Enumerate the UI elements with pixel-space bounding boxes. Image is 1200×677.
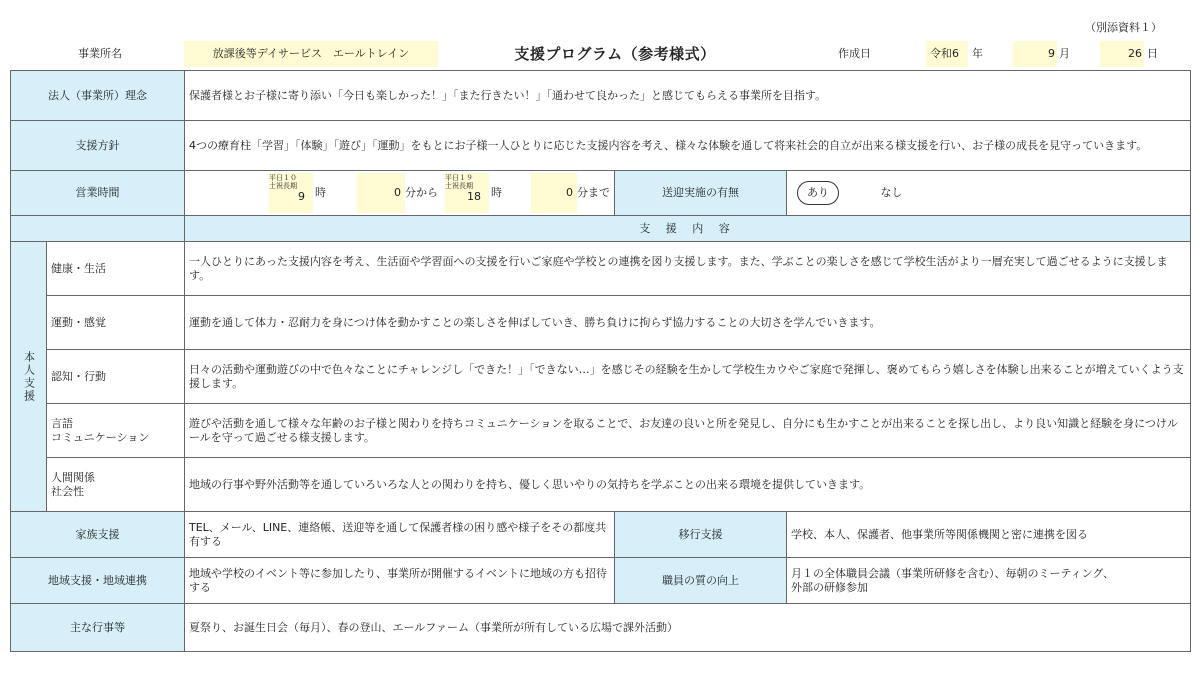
date-era: 令和6	[926, 41, 968, 67]
community-staff-row	[11, 558, 1191, 604]
motor-sense-label: 運動・感覚	[47, 296, 185, 350]
language-communication-text: 遊びや活動を通して様々な年齢のお子様と関わりを持ちコミュニケーションを取ることで、お友達の良いと所を発見し、自分にも生かすことが出来ることを探し出し、より良い知識と経験を身につけルールを守って過ごせる様支援します。	[185, 404, 1191, 458]
hours-cell	[185, 171, 615, 216]
staff-quality-text: 月１の全体職員会議（事業所研修を含む）、毎朝のミーティング、 外部の研修参加	[787, 558, 1191, 604]
self-support-row-3	[11, 350, 1191, 404]
content-header-blank	[11, 216, 185, 242]
family-support-label: 家族支援	[11, 512, 185, 558]
start-minute: 0	[357, 173, 405, 213]
end-hour-box	[445, 173, 489, 213]
end-hour-unit: 時	[491, 186, 502, 199]
date-year-unit: 年	[972, 47, 983, 60]
start-note-weekday: 平日１０	[269, 174, 297, 182]
office-label: 事業所名	[78, 47, 122, 60]
transition-support-label: 移行支援	[615, 512, 787, 558]
cognition-behavior-text: 日々の活動や運動遊びの中で色々なことにチャレンジし「できた！」「できない…」を感じその経験を生かして学校生カウやご家庭で発揮し、褒めてもらう嬉しさを体験し出来ることが増えていくよう支援します。	[185, 350, 1191, 404]
family-support-text: TEL、メール、LINE、連絡帳、送迎等を通して保護者様の困り感や様子をその都度共有する	[185, 512, 615, 558]
attachment-note: （別添資料１）	[1085, 21, 1162, 34]
events-row	[11, 604, 1191, 652]
relationships-social-label: 人間関係 社会性	[47, 458, 185, 512]
support-program-table	[10, 70, 1191, 652]
staff-quality-label: 職員の質の向上	[615, 558, 787, 604]
events-label: 主な行事等	[11, 604, 185, 652]
date-month: 9	[1013, 41, 1057, 67]
self-support-row-5	[11, 458, 1191, 512]
hours-label: 営業時間	[11, 171, 185, 216]
community-support-label: 地域支援・地域連携	[11, 558, 185, 604]
start-note-holiday: 土祝長期	[269, 182, 297, 190]
self-support-row-1	[11, 242, 1191, 296]
policy-row	[11, 121, 1191, 171]
language-communication-label: 言語 コミュニケーション	[47, 404, 185, 458]
office-name: 放課後等デイサービス エールトレイン	[184, 41, 438, 67]
date-month-unit: 月	[1059, 47, 1070, 60]
health-life-text: 一人ひとりにあった支援内容を考え、生活面や学習面への支援を行いご家庭や学校との連携を図り支援します。また、学ぶことの楽しさを感じて学校生活がより一層充実して過ごせるように支援します。	[185, 242, 1191, 296]
self-support-row-4	[11, 404, 1191, 458]
date-day-unit: 日	[1147, 47, 1158, 60]
motor-sense-text: 運動を通して体力・忍耐力を身につけ体を動かすことの楽しさを伸ばしていき、勝ち負けに拘らず協力することの大切さを学んでいきます。	[185, 296, 1191, 350]
start-from-unit: 分から	[405, 186, 438, 199]
start-hour: 9	[298, 190, 305, 203]
content-header: 支 援 内 容	[185, 216, 1191, 242]
transport-label: 送迎実施の有無	[615, 171, 787, 216]
self-support-row-2	[11, 296, 1191, 350]
start-hour-box	[269, 173, 313, 213]
end-hour: 18	[467, 190, 481, 203]
transport-yes-circled: あり	[797, 181, 839, 205]
relationships-social-text: 地域の行事や野外活動等を通していろいろな人との関わりを持ち、優しく思いやりの気持ちを学ぶことの出来る環境を提供していきます。	[185, 458, 1191, 512]
philosophy-label: 法人（事業所）理念	[11, 71, 185, 121]
date-day: 26	[1100, 41, 1144, 67]
end-note-holiday: 土祝長期	[445, 182, 473, 190]
philosophy-row	[11, 71, 1191, 121]
date-label: 作成日	[838, 47, 871, 60]
start-hour-unit: 時	[315, 186, 326, 199]
health-life-label: 健康・生活	[47, 242, 185, 296]
policy-text: 4つの療育柱「学習」「体験」「遊び」「運動」をもとにお子様一人ひとりに応じた支援内容を考え、様々な体験を通して将来社会的自立が出来る様支援を行い、お子様の成長を見守っていきます。	[185, 121, 1191, 171]
self-support-label-cell	[11, 242, 47, 512]
cognition-behavior-label: 認知・行動	[47, 350, 185, 404]
policy-label: 支援方針	[11, 121, 185, 171]
events-text: 夏祭り、お誕生日会（毎月）、春の登山、エールファーム（事業所が所有している広場で課外活動）	[185, 604, 1191, 652]
end-minute: 0	[531, 173, 577, 213]
transport-cell	[787, 171, 1191, 216]
self-support-label: 本人支援	[22, 350, 36, 403]
transport-no: なし	[880, 186, 903, 199]
community-support-text: 地域や学校のイベント等に参加したり、事業所が開催するイベントに地域の方も招待する	[185, 558, 615, 604]
hours-row	[11, 171, 1191, 216]
end-note-weekday: 平日１９	[445, 174, 473, 182]
transition-support-text: 学校、本人、保護者、他事業所等関係機関と密に連携を図る	[787, 512, 1191, 558]
family-transition-row	[11, 512, 1191, 558]
end-until-unit: 分まで	[577, 186, 610, 199]
document-title: 支援プログラム（参考様式）	[514, 45, 716, 63]
philosophy-text: 保護者様とお子様に寄り添い「今日も楽しかった！」「また行きたい！」「通わせて良かった」と感じてもらえる事業所を目指す。	[185, 71, 1191, 121]
content-header-row	[11, 216, 1191, 242]
